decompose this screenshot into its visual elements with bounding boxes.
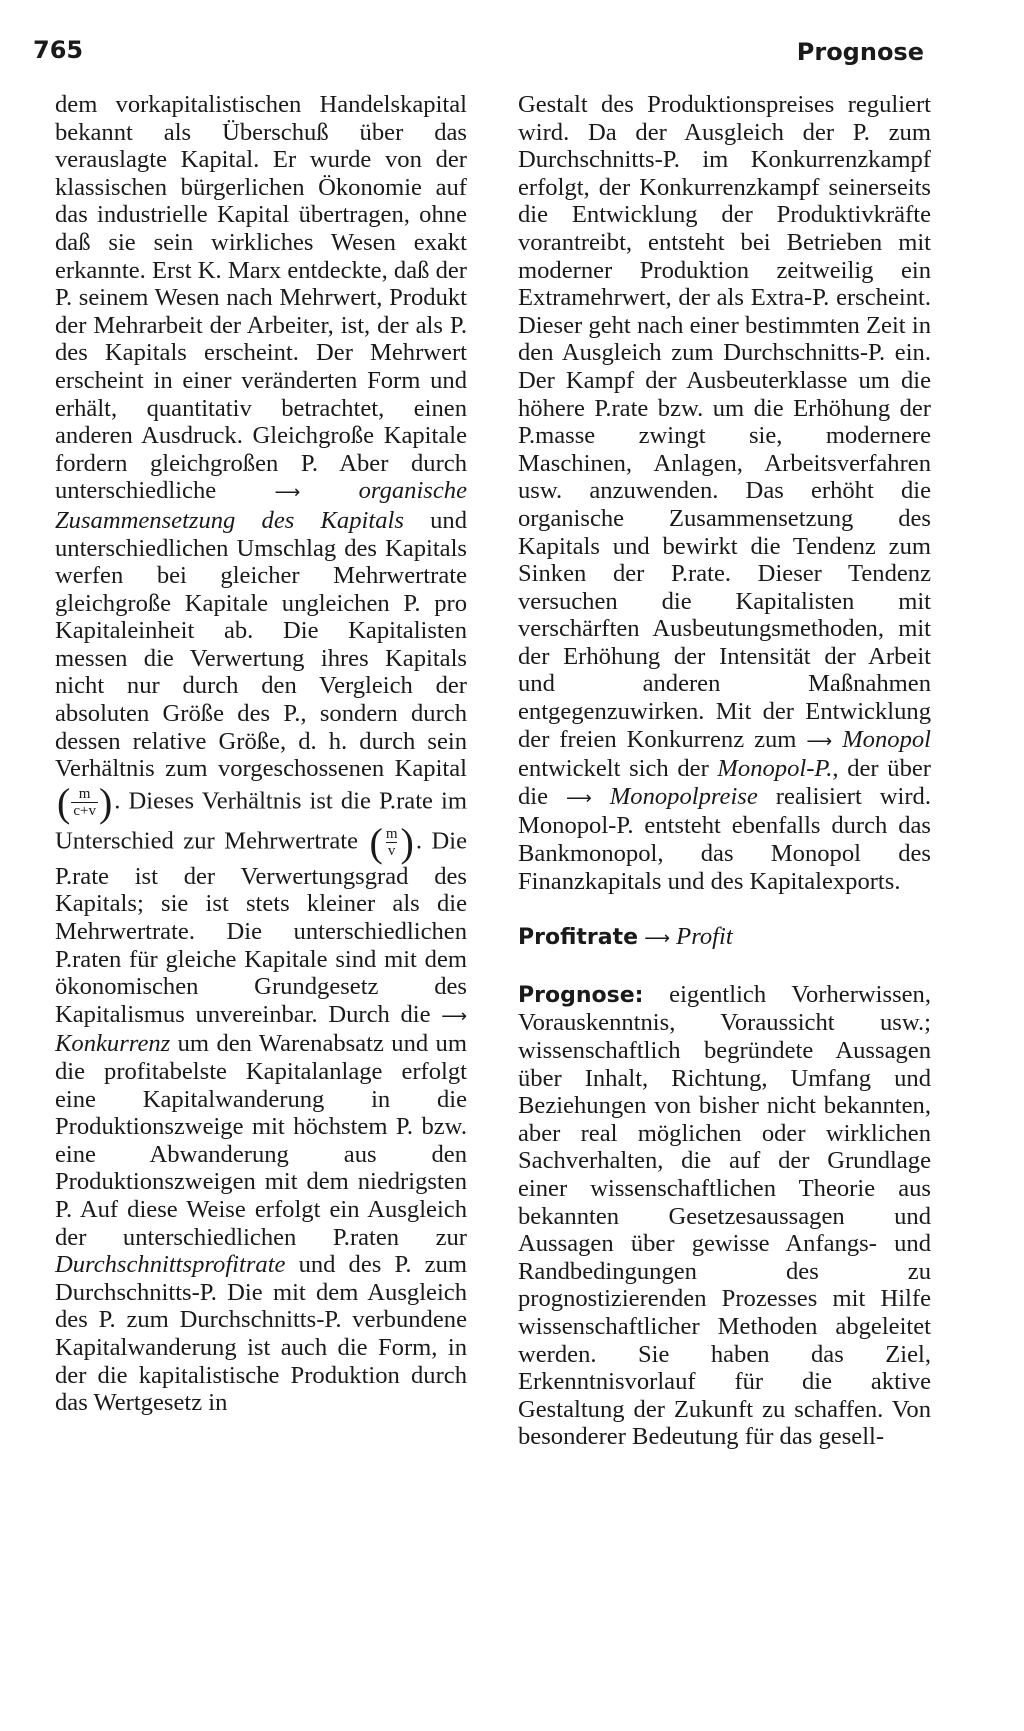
- formula-surplus-value-rate: [369, 819, 414, 865]
- cross-reference-link: Monopol: [842, 725, 931, 753]
- body-text: . Dieses Verhältnis ist die P.rate im Unterschied zur Mehrwertrate: [55, 787, 467, 855]
- profit-entry-continuation: [55, 91, 467, 1417]
- entry-headword: Prognose:: [518, 982, 644, 1008]
- italic-term: Monopol-P.: [717, 755, 833, 783]
- fraction: [70, 786, 99, 819]
- body-text: dem vorkapitalistischen Handelskapital bekannt als Überschuß über das verauslagte Kapital. Er wurde von der klassischen bürgerlichen Ökonomie auf das industrielle Kapital übertragen, ohne daß sie sein wirkliches Wesen exakt erkannte. Erst K. Marx entdeckte, daß der P. seinem Wesen nach Mehrwert, Produkt der Mehrarbeit der Arbeiter, ist, der als P. des Kapitals erscheint. Der Mehrwert erscheint in einer veränderten Form und erhält, quantitativ betrachtet, einen anderen Ausdruck. Gleichgroße Kapitale fordern gleichgroßen P. Aber durch unterschiedliche: [55, 91, 467, 505]
- prognose-entry: [518, 981, 931, 1451]
- cross-reference-link: Monopolpreise: [609, 782, 758, 810]
- fraction-numerator: m: [78, 786, 91, 803]
- body-text: und des P. zum Durchschnitts-P. Die mit dem Ausgleich des P. zum Durchschnitts-P. verbundene Kapitalwanderung ist auch die Form, in der die kapitalistische Produktion durch das Wertgesetz in: [55, 1251, 467, 1417]
- left-column: [55, 91, 467, 1417]
- cross-reference-arrow-icon: ⟶: [566, 787, 592, 809]
- body-text: um den Warenabsatz und um die profitabelste Kapitalanlage erfolgt eine Kapitalwanderung in die Produktionszweige mit höchstem P. bzw. eine Abwanderung aus den Produktionszweigen mit dem niedrigsten P. Auf diese Weise erfolgt ein Ausgleich der unterschiedlichen P.raten zur: [55, 1030, 467, 1251]
- right-column: [518, 91, 931, 1451]
- paren-right: ): [98, 779, 113, 825]
- paren-left: (: [57, 779, 71, 825]
- body-text: und unterschiedlichen Umschlag des Kapitals werfen bei gleicher Mehrwertrate gleichgroße Kapitale ungleichen P. pro Kapitaleinheit ab. Die Kapitalisten messen die Verwertung ihres Kapitals nicht nur durch den Vergleich der absoluten Größe des P., sondern durch dessen relative Größe, d. h. durch sein Verhältnis zum vorgeschossenen Kapital: [55, 506, 467, 783]
- body-text: , der über die: [518, 755, 931, 810]
- running-head: Prognose: [796, 38, 924, 66]
- profitrate-entry: [518, 923, 931, 953]
- fraction-denominator: v: [387, 843, 396, 860]
- cross-reference-arrow-icon: ⟶: [441, 1005, 467, 1027]
- entry-spacer: [518, 953, 931, 981]
- cross-reference-arrow-icon: ⟶: [806, 730, 833, 752]
- cross-reference-link: Konkurrenz: [55, 1030, 171, 1058]
- fraction-denominator: c+v: [73, 803, 96, 820]
- body-text: Gestalt des Produktionspreises reguliert wird. Da der Ausgleich der P. zum Durchschnitts-P. im Konkurrenzkampf erfolgt, der Konkurrenzkampf seinerseits die Entwicklung der Produktivkräfte vorantreibt, entsteht bei Betrieben mit moderner Produktion zeitweilig ein Extramehrwert, der als Extra-P. erscheint. Dieser geht nach einer bestimmten Zeit in den Ausgleich zum Durchschnitts-P. ein. Der Kampf der Ausbeuterklasse um die höhere P.rate bzw. um die Erhöhung der P.masse zwingt sie, modernere Maschinen, Anlagen, Arbeitsverfahren usw. anzuwenden. Das erhöht die organische Zusammensetzung des Kapitals und bewirkt die Tendenz zum Sinken der P.rate. Dieser Tendenz versuchen die Kapitalisten mit verschärften Ausbeutungsmethoden, mit der Erhöhung der Intensität der Arbeit und anderen Maßnahmen entgegenzuwirken. Mit der Entwicklung der freien Konkurrenz zum: [518, 91, 931, 753]
- body-text: entwickelt sich der: [518, 755, 709, 783]
- body-text: eigentlich Vorherwissen, Vorauskenntnis, Voraussicht usw.; wissenschaftlich begründete Aussagen über Inhalt, Richtung, Umfang und Beziehungen von bisher nicht bekannten, aber real möglichen oder wirklichen Sachverhalten, die auf der Grundlage einer wissenschaftlichen Theorie aus bekannten Gesetzesaussagen und Aussagen über gewisse Anfangs- und Randbedingungen des zu prognostizierenden Prozesses mit Hilfe wissenschaftlicher Methoden abgeleitet werden. Sie haben das Ziel, Erkenntnisvorlauf für die aktive Gestaltung der Zukunft zu schaffen. Von besonderer Bedeutung für das gesell-: [518, 980, 931, 1451]
- cross-reference-link: Profit: [676, 923, 733, 951]
- cross-reference-arrow-icon: ⟶: [274, 482, 301, 504]
- fraction: [383, 826, 401, 859]
- body-text: . Die P.rate ist der Verwertungsgrad des Kapitals; sie ist stets kleiner als die Mehrwertrate. Die unterschiedlichen P.raten für gleiche Kapitale sind mit dem ökonomischen Grundgesetz des Kapitalismus unvereinbar. Durch die: [55, 827, 467, 1028]
- fraction-numerator: m: [385, 826, 398, 843]
- entry-headword: Profitrate: [518, 925, 639, 951]
- entry-spacer: [518, 895, 931, 923]
- profit-entry-continuation: [518, 91, 931, 895]
- paren-left: (: [369, 819, 383, 865]
- page-number: 765: [33, 36, 84, 64]
- cross-reference-arrow-icon: ⟶: [644, 928, 671, 950]
- cross-reference-link: Durchschnittsprofitrate: [55, 1251, 286, 1279]
- body-text: realisiert wird. Monopol-P. entsteht ebenfalls durch das Bankmonopol, das Monopol des Finanzkapitals und des Kapitalexports.: [518, 782, 931, 895]
- paren-right: ): [400, 819, 414, 865]
- cross-reference-link: organische Zusammensetzung des Kapitals: [55, 477, 467, 534]
- formula-profit-rate: [57, 779, 113, 825]
